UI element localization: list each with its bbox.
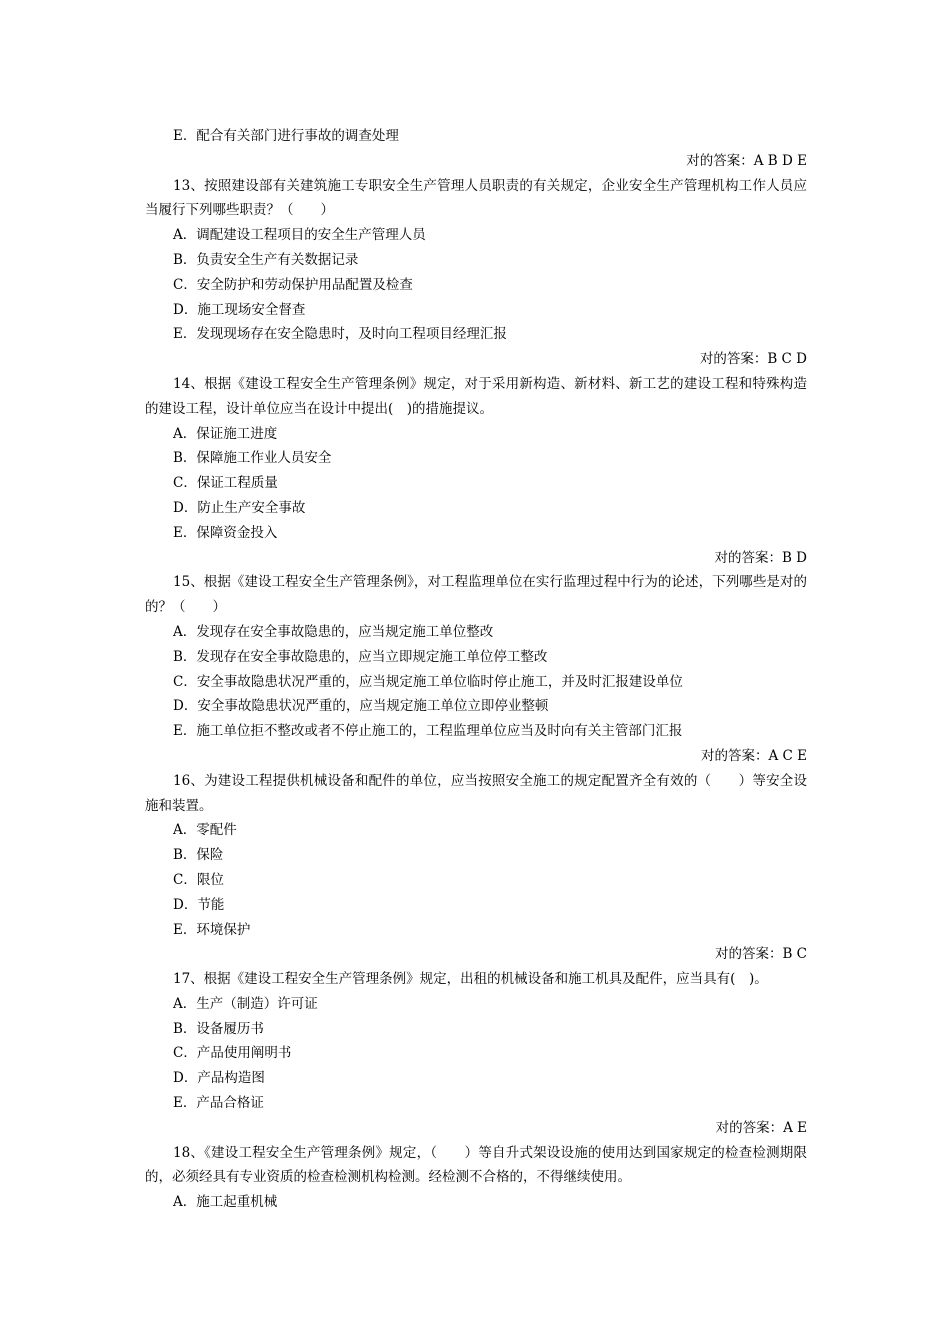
answer-line: 对的答案：B C D xyxy=(699,351,807,368)
option-item: E．发现现场存在安全隐患时，及时向工程项目经理汇报 xyxy=(173,326,507,343)
option-item: E．施工单位拒不整改或者不停止施工的，工程监理单位应当及时向有关主管部门汇报 xyxy=(173,723,683,740)
option-item: B．保险 xyxy=(173,847,224,864)
question-text: 15、根据《建设工程安全生产管理条例》，对工程监理单位在实行监理过程中行为的论述，下列哪些是对的的？（ ） xyxy=(145,574,807,616)
option-item: D．施工现场安全督查 xyxy=(173,301,306,318)
option-item: B．发现存在安全事故隐患的，应当立即规定施工单位停工整改 xyxy=(173,648,548,665)
option-item: C．限位 xyxy=(173,871,224,888)
option-item: B．保障施工作业人员安全 xyxy=(173,450,332,467)
answer-line: 对的答案：B D xyxy=(714,549,807,566)
option-item: D．安全事故隐患状况严重的，应当规定施工单位立即停业整顿 xyxy=(173,698,549,715)
question-text: 18、《建设工程安全生产管理条例》规定，（ ）等自升式架设设施的使用达到国家规定的检查检测期限的，必须经具有专业资质的检查检测机构检测。经检测不合格的，不得继续使用。 xyxy=(145,1144,807,1186)
option-item: A．保证施工进度 xyxy=(173,425,278,442)
option-item: A．零配件 xyxy=(173,822,237,839)
answer-line: 对的答案：A E xyxy=(715,1119,807,1136)
option-item: E．配合有关部门进行事故的调查处理 xyxy=(173,128,399,144)
option-item: A．调配建设工程项目的安全生产管理人员 xyxy=(173,227,426,244)
question-text: 17、根据《建设工程安全生产管理条例》规定，出租的机械设备和施工机具及配件，应当具有( )。 xyxy=(173,971,768,988)
option-item: E．产品合格证 xyxy=(173,1095,264,1112)
option-item: C．安全防护和劳动保护用品配置及检查 xyxy=(173,276,413,293)
option-item: E．保障资金投入 xyxy=(173,524,278,541)
option-item: A．生产（制造）许可证 xyxy=(173,995,318,1012)
option-item: A．发现存在安全事故隐患的，应当规定施工单位整改 xyxy=(173,623,494,640)
option-item: D．节能 xyxy=(173,896,225,913)
document-body xyxy=(145,124,807,1215)
option-item: B．负责安全生产有关数据记录 xyxy=(173,251,359,268)
option-item: D．产品构造图 xyxy=(173,1070,265,1087)
question-text: 13、按照建设部有关建筑施工专职安全生产管理人员职责的有关规定，企业安全生产管理机构工作人员应当履行下列哪些职责？（ ） xyxy=(145,177,807,219)
option-item: B．设备履历书 xyxy=(173,1020,264,1037)
answer-line: 对的答案：B C xyxy=(714,946,807,963)
option-item: E．环境保护 xyxy=(173,921,251,938)
question-text: 16、为建设工程提供机械设备和配件的单位，应当按照安全施工的规定配置齐全有效的（ ）等安全设施和装置。 xyxy=(145,772,807,814)
option-item: D．防止生产安全事故 xyxy=(173,499,306,516)
option-item: C．安全事故隐患状况严重的，应当规定施工单位临时停止施工，并及时汇报建设单位 xyxy=(173,673,683,690)
answer-line: 对的答案：A B D E xyxy=(686,152,807,169)
option-item: C．产品使用阐明书 xyxy=(173,1045,292,1062)
answer-line: 对的答案：A C E xyxy=(700,747,807,764)
option-item: C．保证工程质量 xyxy=(173,475,278,492)
option-item: A．施工起重机械 xyxy=(173,1194,278,1211)
question-text: 14、根据《建设工程安全生产管理条例》规定，对于采用新构造、新材料、新工艺的建设工程和特殊构造的建设工程，设计单位应当在设计中提出( )的措施提议。 xyxy=(145,375,807,417)
